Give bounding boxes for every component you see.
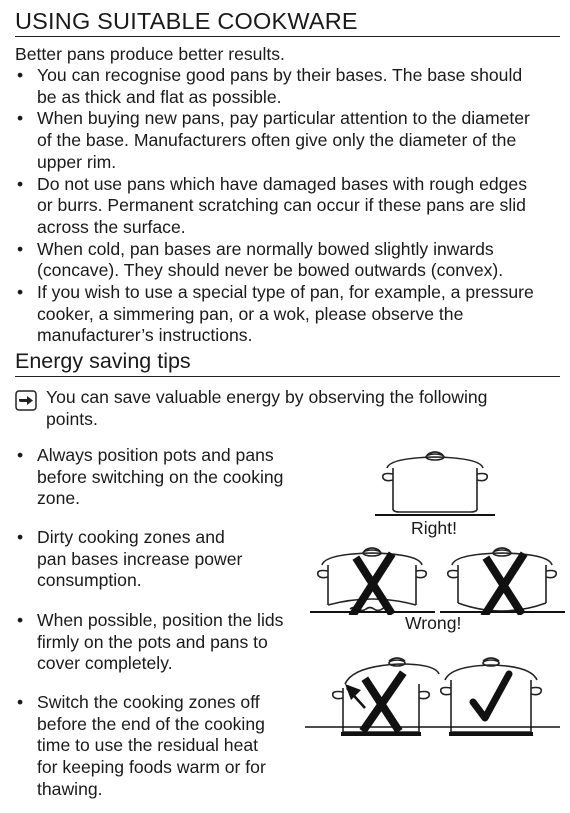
list-item-line: thawing. [37, 778, 103, 799]
pot-lid-closed-check-mark [441, 658, 542, 732]
list-item-line: • Dirty cooking zones and [37, 527, 225, 547]
list-item [15, 174, 560, 239]
list-item-line: • When possible, position the lids [37, 610, 284, 630]
list-item-line: • Do not use pans which have damaged bases with rough edges [37, 173, 528, 194]
list-item-line: • When buying new pans, pay particular attention to the diameter [37, 108, 530, 129]
energy-title-underline [15, 376, 560, 377]
list-item-line: across the surface. [37, 216, 186, 237]
list-item [15, 692, 305, 801]
list-item-line: manufacturer’s instructions. [37, 325, 253, 346]
list-item-line: zone. [37, 488, 81, 509]
list-item-line: before the end of the cooking [37, 713, 265, 734]
list-item-line: • Switch the cooking zones off [37, 692, 260, 712]
concave-base-pot-x-mark [310, 543, 435, 615]
list-item [15, 527, 305, 592]
lid-comparison-illustration [305, 652, 560, 742]
section-title-cookware: USING SUITABLE COOKWARE [15, 8, 358, 34]
tip-residual-heat [15, 692, 305, 801]
list-item-line: upper rim. [37, 151, 117, 172]
title-underline [15, 36, 560, 37]
list-item-line: of the base. Manufacturers often give only the diameter of the [37, 130, 517, 151]
list-item-line: cooker, a simmering pan, or a wok, please observe the [37, 303, 464, 324]
intro-text: Better pans produce better results. [15, 44, 285, 64]
list-item [15, 610, 305, 675]
tip-lids [15, 610, 305, 675]
list-item [15, 239, 560, 282]
tip-dirty-zones [15, 527, 305, 592]
list-item-line: cover completely. [37, 653, 173, 674]
list-item-line: • You can recognise good pans by their bases. The base should [37, 65, 523, 85]
pot-on-flat-zone-illustration [375, 448, 495, 518]
note-line: You can save valuable energy by observing the following [46, 387, 488, 407]
list-item-line: be as thick and flat as possible. [37, 86, 282, 107]
list-item [15, 108, 560, 173]
list-item-line: for keeping foods warm or for [37, 757, 266, 778]
tip-position-pots [15, 445, 305, 510]
wrong-label: Wrong! [405, 613, 462, 633]
list-item-line: before switching on the cooking [37, 466, 284, 487]
note-line: points. [46, 408, 98, 429]
list-item-line: firmly on the pots and pans to [37, 631, 268, 652]
list-item-line: pan bases increase power [37, 548, 243, 569]
list-item-line: (concave). They should never be bowed outwards (convex). [37, 260, 504, 281]
list-item-line: • Always position pots and pans [37, 445, 274, 465]
list-item [15, 282, 560, 347]
section-title-energy: Energy saving tips [15, 349, 191, 373]
right-label: Right! [411, 518, 457, 538]
list-item [15, 65, 560, 108]
cookware-bullet-list [15, 65, 560, 347]
pointing-hand-icon [15, 390, 37, 411]
list-item-line: • If you wish to use a special type of pan, for example, a pressure [37, 282, 534, 303]
list-item-line: • When cold, pan bases are normally bowed slightly inwards [37, 238, 494, 259]
list-item-line: time to use the residual heat [37, 735, 259, 756]
list-item-line: or burrs. Permanent scratching can occur if these pans are slid [37, 195, 526, 216]
energy-note-text [46, 387, 546, 430]
list-item-line: consumption. [37, 570, 142, 591]
list-item [15, 445, 305, 510]
convex-base-pot-x-mark [440, 543, 565, 615]
